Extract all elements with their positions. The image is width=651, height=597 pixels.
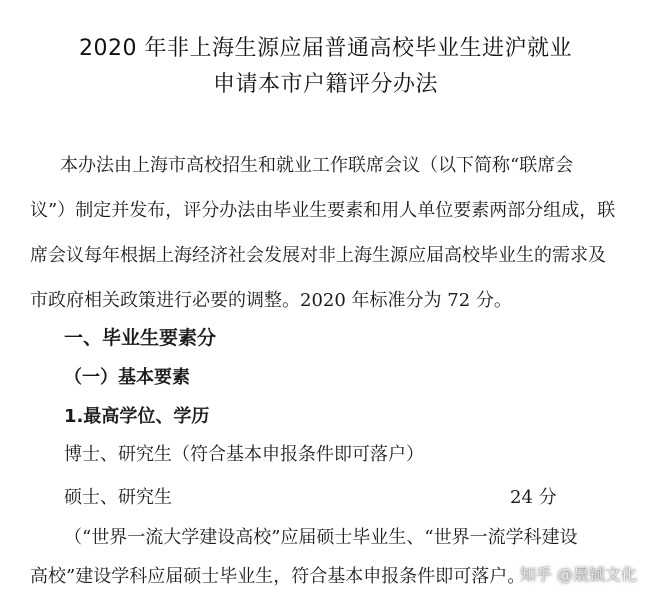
document-title-line1: 2020 年非上海生源应届普通高校毕业生进沪就业: [79, 36, 572, 61]
intro-line-2: 议”）制定并发布，评分办法由毕业生要素和用人单位要素两部分组成，联: [30, 200, 616, 221]
item-heading: 1.最高学位、学历: [64, 406, 210, 427]
watermark: 知乎 @晟铖文化: [519, 565, 637, 584]
intro-line-3: 席会议每年根据上海经济社会发展对非上海生源应届高校毕业生的需求及: [30, 245, 606, 266]
section-heading: 一、毕业生要素分: [64, 327, 217, 349]
document-title-line2: 申请本市户籍评分办法: [212, 72, 438, 97]
phd-line: 博士、研究生（符合基本申报条件即可落户）: [64, 444, 424, 465]
master-score: 24 分: [510, 487, 557, 508]
intro-line-1: 本办法由上海市高校招生和就业工作联席会议（以下简称“联席会: [60, 155, 574, 176]
note-line-2: 高校”建设学科应届硕士毕业生，符合基本申报条件即可落户。: [30, 566, 526, 587]
intro-line-4: 市政府相关政策进行必要的调整。2020 年标准分为 72 分。: [30, 290, 512, 311]
subsection-heading: （一）基本要素: [64, 367, 190, 388]
note-line-1: （“世界一流大学建设高校”应届硕士毕业生、“世界一流学科建设: [64, 527, 578, 548]
master-line: 硕士、研究生: [64, 487, 172, 508]
